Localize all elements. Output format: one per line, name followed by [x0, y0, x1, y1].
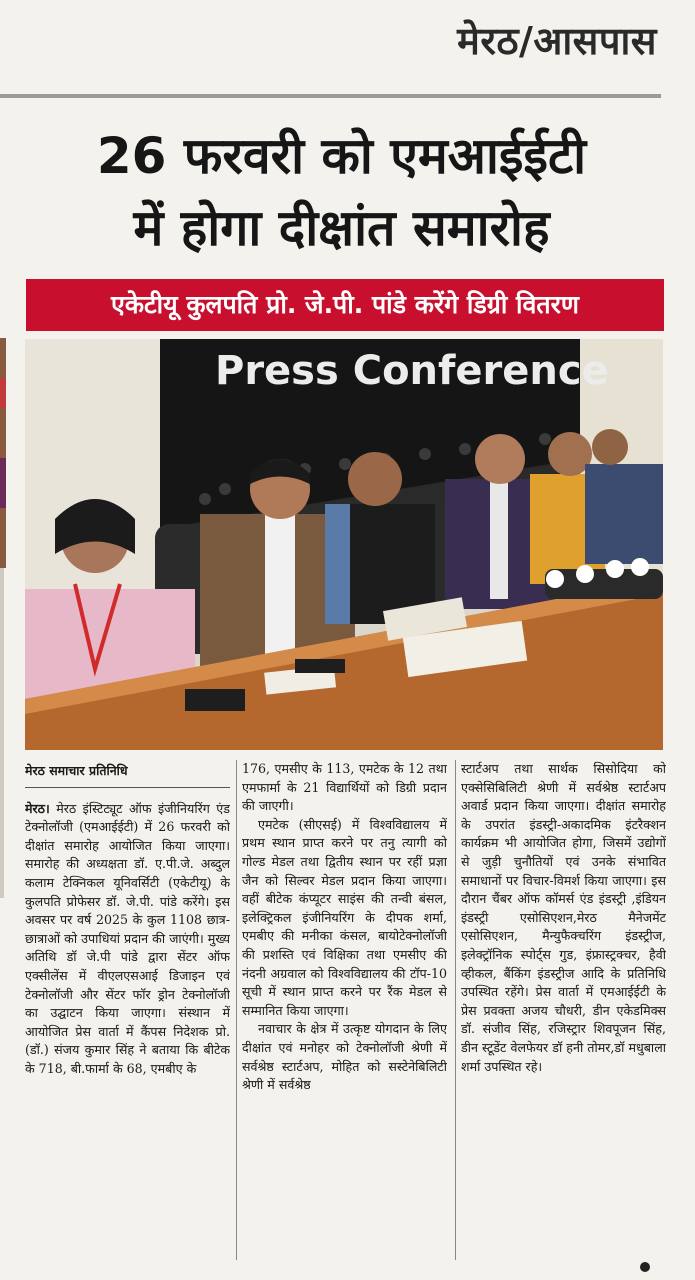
headline-line-1: 26 फरवरी को एमआईईटी: [96, 127, 587, 185]
column-divider: [236, 760, 237, 1260]
dateline: मेरठ।: [25, 800, 50, 816]
article-column-3: [461, 760, 666, 1275]
article-paragraph-3: एमटेक (सीएसई) में विश्वविद्यालय में प्रथम स्थान प्राप्त करने पर तनु त्यागी को गोल्ड मेडल तथा द्वितीय स्थान पर रहीं प्रज्ञा जैन को सिल्वर मेडल प्रदान किया जाएगा। वहीं बीटेक कंप्यूटर साइंस की तन्वी बंसल, इलेक्ट्रिकल इंजीनियरिंग के दीपक शर्मा, एमबीए की मनीका कंसल, बायोटेक्नोलॉजी की प्रशस्ति एवं विक्षिका तथा एमसीए की नंदनी अग्रवाल को विश्वविद्यालय की टॉप-10 सूची में स्थान प्राप्त करने पर रैंक मेडल से सम्मानित किया जाएगा।: [242, 816, 447, 1018]
page-bullet-mark: [640, 1262, 650, 1272]
article-paragraph-2: 176, एमसीए के 113, एमटेक के 12 तथा एमफार्मा के 21 विद्यार्थियों को डिग्री प्रदान की जाएगी।: [242, 761, 447, 814]
article-paragraph-4: नवाचार के क्षेत्र में उत्कृष्ट योगदान के लिए दीक्षांत एवं मनोहर को टेक्नोलॉजी श्रेणी में सर्वश्रेष्ठ स्टार्टअप, मोहित को सस्टेनेबिलिटी श्रेणी में सर्वश्रेष्ठ: [242, 1021, 447, 1093]
press-conference-photo: [25, 339, 663, 750]
article-column-1: [25, 760, 230, 1275]
article-paragraph-5: स्टार्टअप तथा सार्थक सिसोदिया को एक्सेसिबिलिटी श्रेणी में सर्वश्रेष्ठ स्टार्टअप अवार्ड प्रदान किया जाएगा। दीक्षांत समारोह के उपरांत इंडस्ट्री-अकादमिक इंटरैक्शन कार्यक्रम भी आयोजित होगा, जिसमें उद्योगों से जुड़ी चुनौतियों एवं उनके संभावित समाधानों पर विचार-विमर्श किया जाएगा। इस दौरान चैंबर ऑफ कॉमर्स एंड इंडस्ट्री ,इंडियन इंडस्ट्री एसोसिएशन,मेरठ मैनेजमेंट एसोसिएशन, मैन्युफैक्चरिंग इंडस्ट्रीज, इलेक्ट्रॉनिक स्पोर्ट्स गुड, इंफ्रास्ट्रक्चर, हैवी व्हीकल, बैंकिंग इंडस्ट्रीज आदि के प्रतिनिधि उपस्थित रहेंगे। प्रेस वार्ता में एमआईईटी के प्रेस प्रवक्ता अजय चौधरी, डीन एकेडमिक्स डॉ. संजीव सिंह, रजिस्ट्रार शिवपूजन सिंह, डीन स्टूडेंट वेलफेयर डॉ हनी तोमर,डॉ मधुबाला शर्मा उपस्थित रहे।: [461, 761, 666, 1074]
section-rule: [0, 94, 661, 98]
article-paragraph-1: [25, 800, 230, 1079]
column-divider: [455, 760, 456, 1260]
article-column-2: [242, 760, 447, 1275]
news-article: [25, 760, 665, 1275]
byline: मेरठ समाचार प्रतिनिधि: [25, 760, 230, 788]
banner-text: Press Conference: [215, 348, 609, 394]
subheadline-banner: एकेटीयू कुलपति प्रो. जे.पी. पांडे करेंगे डिग्री वितरण: [26, 279, 664, 331]
paragraph-1-text: मेरठ इंस्टिट्यूट ऑफ इंजीनियरिंग एंड टेक्नोलॉजी (एमआईईटी) में 26 फरवरी को दीक्षांत समारोह आयोजित किया जाएगा। समारोह की अध्यक्षता डॉ. ए.पी.जे. अब्दुल कलाम टेक्निकल यूनिवर्सिटी (एकेटीयू) के कुलपति प्रोफेसर डॉ. जे.पी. पांडे करेंगे। इस अवसर पर वर्ष 2025 के कुल 1108 छात्र-छात्राओं को उपाधियां प्रदान की जाएंगी। मुख्य अतिथि डॉ जे.पी पांडे द्वारा सेंटर ऑफ एक्सीलेंस में वीएलएसआई डिजाइन एवं टेक्नोलॉजी और सेंटर फॉर ड्रोन टेक्नोलॉजी का उद्घाटन किया जाएगा। संस्थान में आयोजित प्रेस वार्ता में कैंपस निदेशक प्रो. (डॉ.) संजय कुमार सिंह ने बताया कि बीटेक के 718, बी.फार्मा के 68, एमबीए के: [25, 800, 230, 1076]
headline: [18, 120, 665, 264]
headline-line-2: में होगा दीक्षांत समारोह: [133, 199, 550, 257]
section-heading: मेरठ/आसपास: [457, 19, 657, 63]
adjacent-column-edge: [0, 338, 10, 898]
